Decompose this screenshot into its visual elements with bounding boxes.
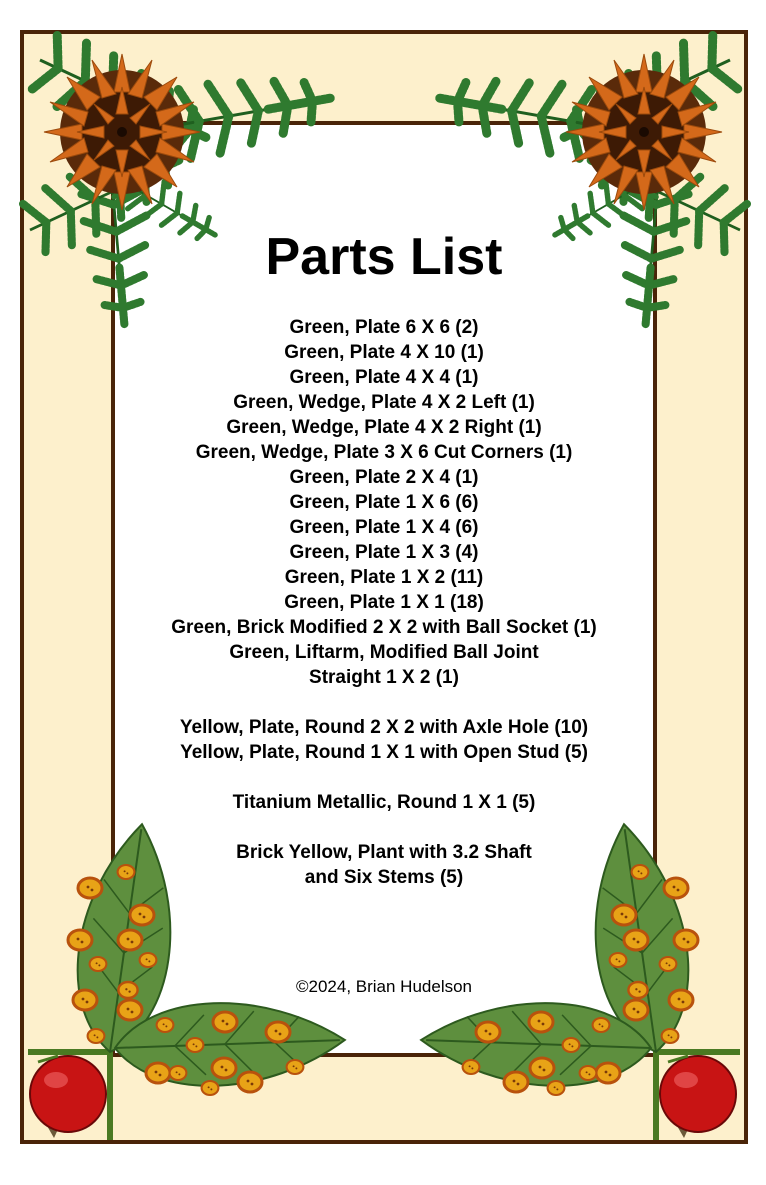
list-item: Yellow, Plate, Round 1 X 1 with Open Stud (5) bbox=[180, 742, 588, 763]
berry-bottom-right bbox=[660, 1056, 736, 1138]
parts-list bbox=[111, 315, 657, 890]
list-item: Green, Plate 4 X 10 (1) bbox=[284, 342, 484, 363]
list-item: and Six Stems (5) bbox=[304, 867, 464, 888]
group-spacer bbox=[111, 690, 657, 715]
list-item: Brick Yellow, Plant with 3.2 Shaft bbox=[236, 842, 532, 863]
list-item: Green, Plate 6 X 6 (2) bbox=[289, 317, 479, 338]
pine-cone-top-left bbox=[44, 54, 200, 210]
list-item: Green, Wedge, Plate 3 X 6 Cut Corners (1) bbox=[195, 442, 573, 463]
copyright: ©2024, Brian Hudelson bbox=[295, 977, 473, 996]
list-item: Green, Plate 1 X 3 (4) bbox=[289, 542, 479, 563]
list-item: Green, Plate 2 X 4 (1) bbox=[289, 467, 479, 488]
group-spacer bbox=[111, 815, 657, 840]
list-item: Straight 1 X 2 (1) bbox=[309, 667, 459, 688]
list-item: Green, Wedge, Plate 4 X 2 Left (1) bbox=[233, 392, 535, 413]
list-item: Green, Plate 1 X 1 (18) bbox=[284, 592, 484, 613]
list-item: Yellow, Plate, Round 2 X 2 with Axle Hole (10) bbox=[179, 717, 589, 738]
list-item: Green, Plate 1 X 4 (6) bbox=[289, 517, 479, 538]
list-item: Titanium Metallic, Round 1 X 1 (5) bbox=[232, 792, 536, 813]
berry-bottom-left bbox=[30, 1056, 106, 1138]
group-spacer bbox=[111, 765, 657, 790]
list-item: Green, Plate 4 X 4 (1) bbox=[289, 367, 479, 388]
page-title: Parts List bbox=[265, 228, 503, 286]
list-item: Green, Brick Modified 2 X 2 with Ball Socket (1) bbox=[171, 617, 597, 638]
list-item: Green, Wedge, Plate 4 X 2 Right (1) bbox=[226, 417, 542, 438]
list-item: Green, Plate 1 X 2 (11) bbox=[284, 567, 484, 588]
pine-cone-top-right bbox=[566, 54, 722, 210]
list-item: Green, Liftarm, Modified Ball Joint bbox=[229, 642, 539, 663]
list-item: Green, Plate 1 X 6 (6) bbox=[289, 492, 479, 513]
